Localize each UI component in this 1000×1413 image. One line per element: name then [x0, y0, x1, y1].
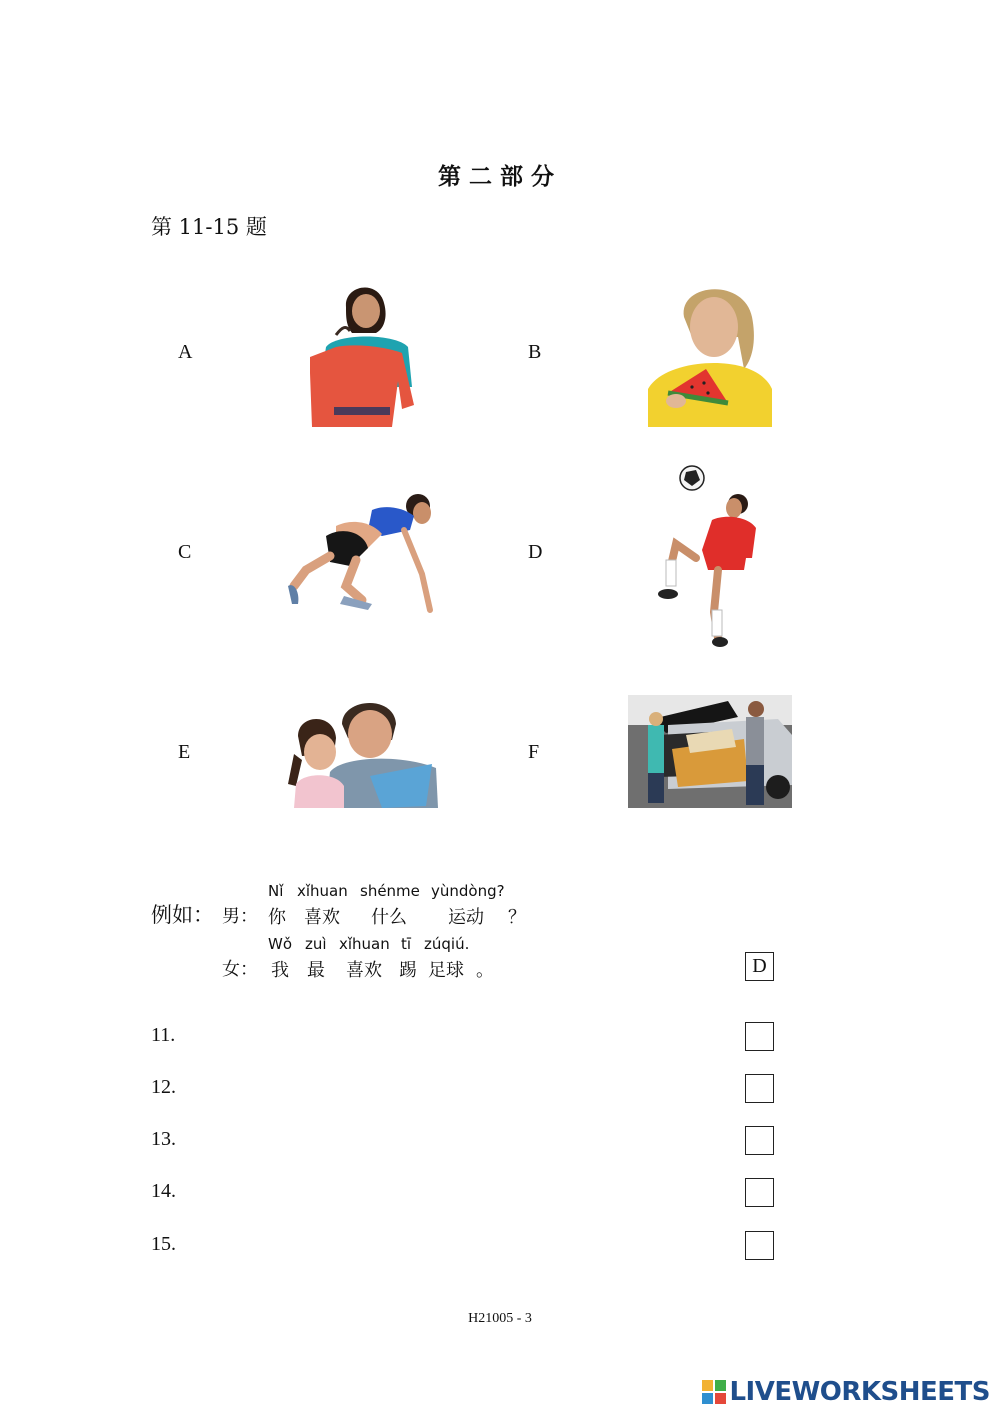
answer-box-15[interactable]: [745, 1231, 774, 1260]
question-range-heading: 第 11-15 题: [151, 215, 267, 239]
pinyin-word: yùndòng?: [431, 882, 505, 900]
liveworksheets-logo-icon: [702, 1380, 726, 1404]
woman-sprinter-start-image: [286, 486, 438, 616]
woman-eating-watermelon-image: [648, 277, 772, 427]
pinyin-word: shénme: [360, 882, 420, 900]
example-answer-box: D: [745, 952, 774, 981]
chinese-word: ？: [508, 907, 526, 928]
answer-box-11[interactable]: [745, 1022, 774, 1051]
option-letter-d: D: [528, 541, 543, 563]
liveworksheets-brand: [702, 1377, 990, 1407]
answer-box-13[interactable]: [745, 1126, 774, 1155]
chinese-word: 最: [307, 960, 325, 981]
chinese-word: 什么: [371, 907, 407, 928]
pinyin-word: Wǒ: [268, 935, 293, 953]
question-number-13: 13.: [151, 1128, 176, 1150]
option-letter-f: F: [528, 741, 540, 763]
man-speaker-label: 男：: [222, 906, 258, 927]
father-daughter-reading-image: [286, 694, 438, 808]
pinyin-word: tī: [401, 935, 412, 953]
chinese-word: 。: [476, 960, 494, 981]
question-number-15: 15.: [151, 1233, 176, 1255]
girl-playing-football-image: [656, 462, 760, 652]
page-footer: H21005 - 3: [468, 1311, 532, 1326]
section-title: 第二部分: [438, 163, 562, 190]
pinyin-word: xǐhuan: [339, 935, 390, 953]
chinese-word: 喜欢: [346, 960, 382, 981]
brand-text: LIVEWORKSHEETS: [729, 1377, 990, 1407]
option-letter-a: A: [178, 341, 193, 363]
answer-box-12[interactable]: [745, 1074, 774, 1103]
pinyin-word: xǐhuan: [297, 882, 348, 900]
option-letter-c: C: [178, 541, 192, 563]
chinese-word: 运动: [448, 907, 484, 928]
pinyin-word: zuì: [305, 935, 327, 953]
woman-speaker-label: 女：: [222, 959, 258, 980]
option-letter-e: E: [178, 741, 191, 763]
chinese-word: 我: [271, 960, 289, 981]
pinyin-word: zúqiú.: [424, 935, 470, 953]
question-number-14: 14.: [151, 1180, 176, 1202]
woman-holding-red-shirt-image: [306, 277, 416, 427]
option-letter-b: B: [528, 341, 542, 363]
chinese-word: 喜欢: [304, 907, 340, 928]
example-label: 例如：: [151, 903, 214, 927]
question-number-11: 11.: [151, 1024, 176, 1046]
answer-box-14[interactable]: [745, 1178, 774, 1207]
chinese-word: 你: [268, 907, 286, 928]
question-number-12: 12.: [151, 1076, 176, 1098]
chinese-word: 踢: [399, 960, 417, 981]
couple-moving-sofa-image: [628, 695, 792, 808]
pinyin-word: Nǐ: [268, 882, 284, 900]
chinese-word: 足球: [428, 960, 464, 981]
